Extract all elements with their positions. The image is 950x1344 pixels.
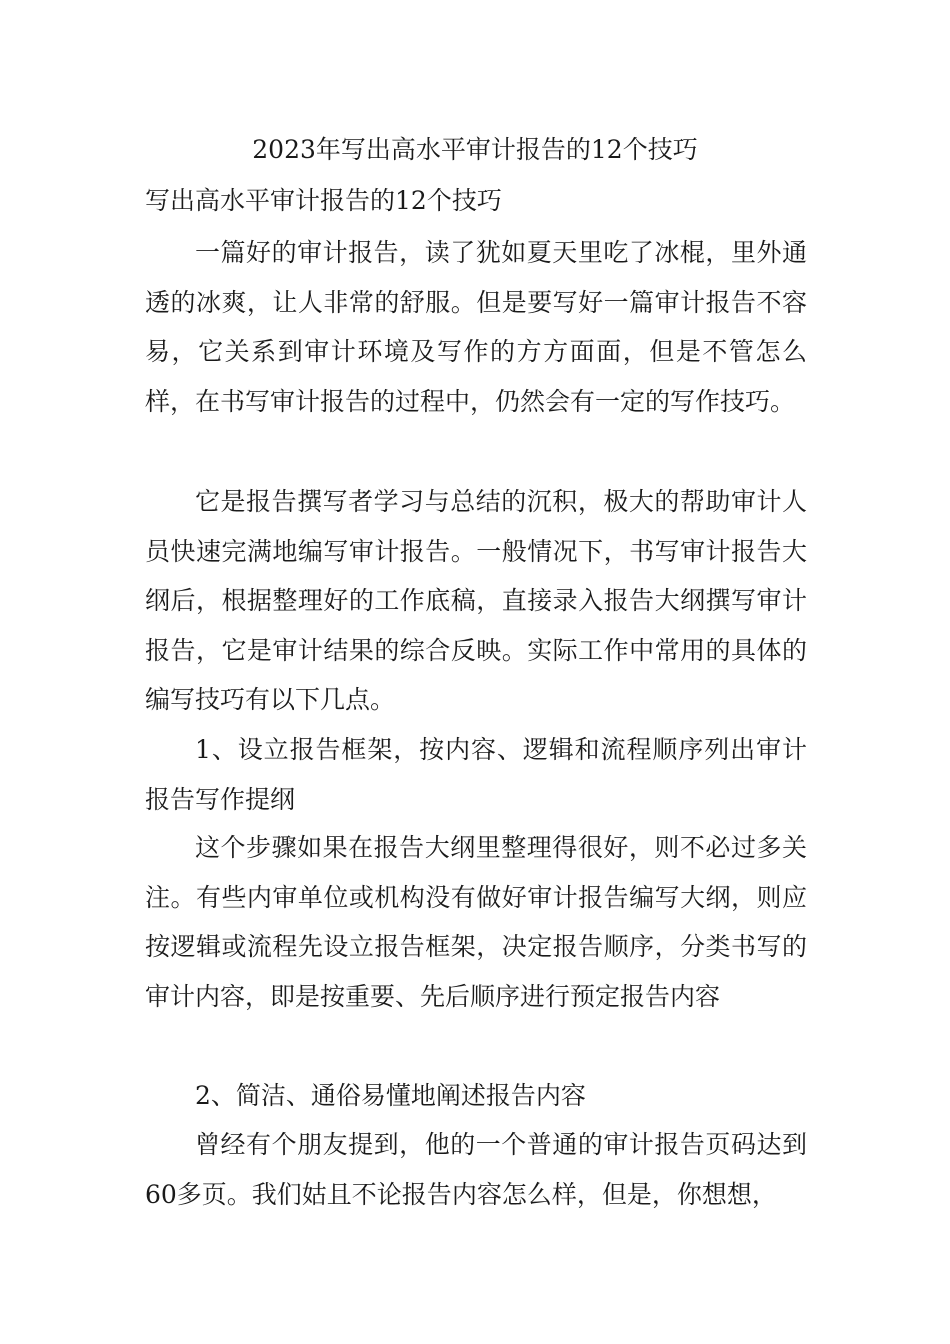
paragraph-summary: 它是报告撰写者学习与总结的沉积，极大的帮助审计人员快速完满地编写审计报告。一般情况下，书写审计报告大纲后，根据整理好的工作底稿，直接录入报告大纲撰写审计报告，它是审计结果的综合反映。实际工作中常用的具体的编写技巧有以下几点。	[145, 487, 807, 714]
document-title: 2023年写出高水平审计报告的12个技巧	[252, 135, 698, 164]
document-subtitle: 写出高水平审计报告的12个技巧	[145, 186, 502, 215]
paragraph-section-1: 这个步骤如果在报告大纲里整理得很好，则不必过多关注。有些内审单位或机构没有做好审计报告编写大纲，则应按逻辑或流程先设立报告框架，决定报告顺序，分类书写的审计内容，即是按重要、先后顺序进行预定报告内容	[145, 833, 807, 1011]
section-heading-2: 2、简洁、通俗易懂地阐述报告内容	[195, 1081, 586, 1110]
paragraph-section-2: 曾经有个朋友提到，他的一个普通的审计报告页码达到60多页。我们姑且不论报告内容怎么样，但是，你想想，	[145, 1130, 807, 1209]
section-heading-1: 1、设立报告框架，按内容、逻辑和流程顺序列出审计报告写作提纲	[145, 735, 807, 814]
paragraph-intro: 一篇好的审计报告，读了犹如夏天里吃了冰棍，里外通透的冰爽，让人非常的舒服。但是要写好一篇审计报告不容易，它关系到审计环境及写作的方方面面，但是不管怎么样，在书写审计报告的过程中，仍然会有一定的写作技巧。	[145, 238, 807, 416]
